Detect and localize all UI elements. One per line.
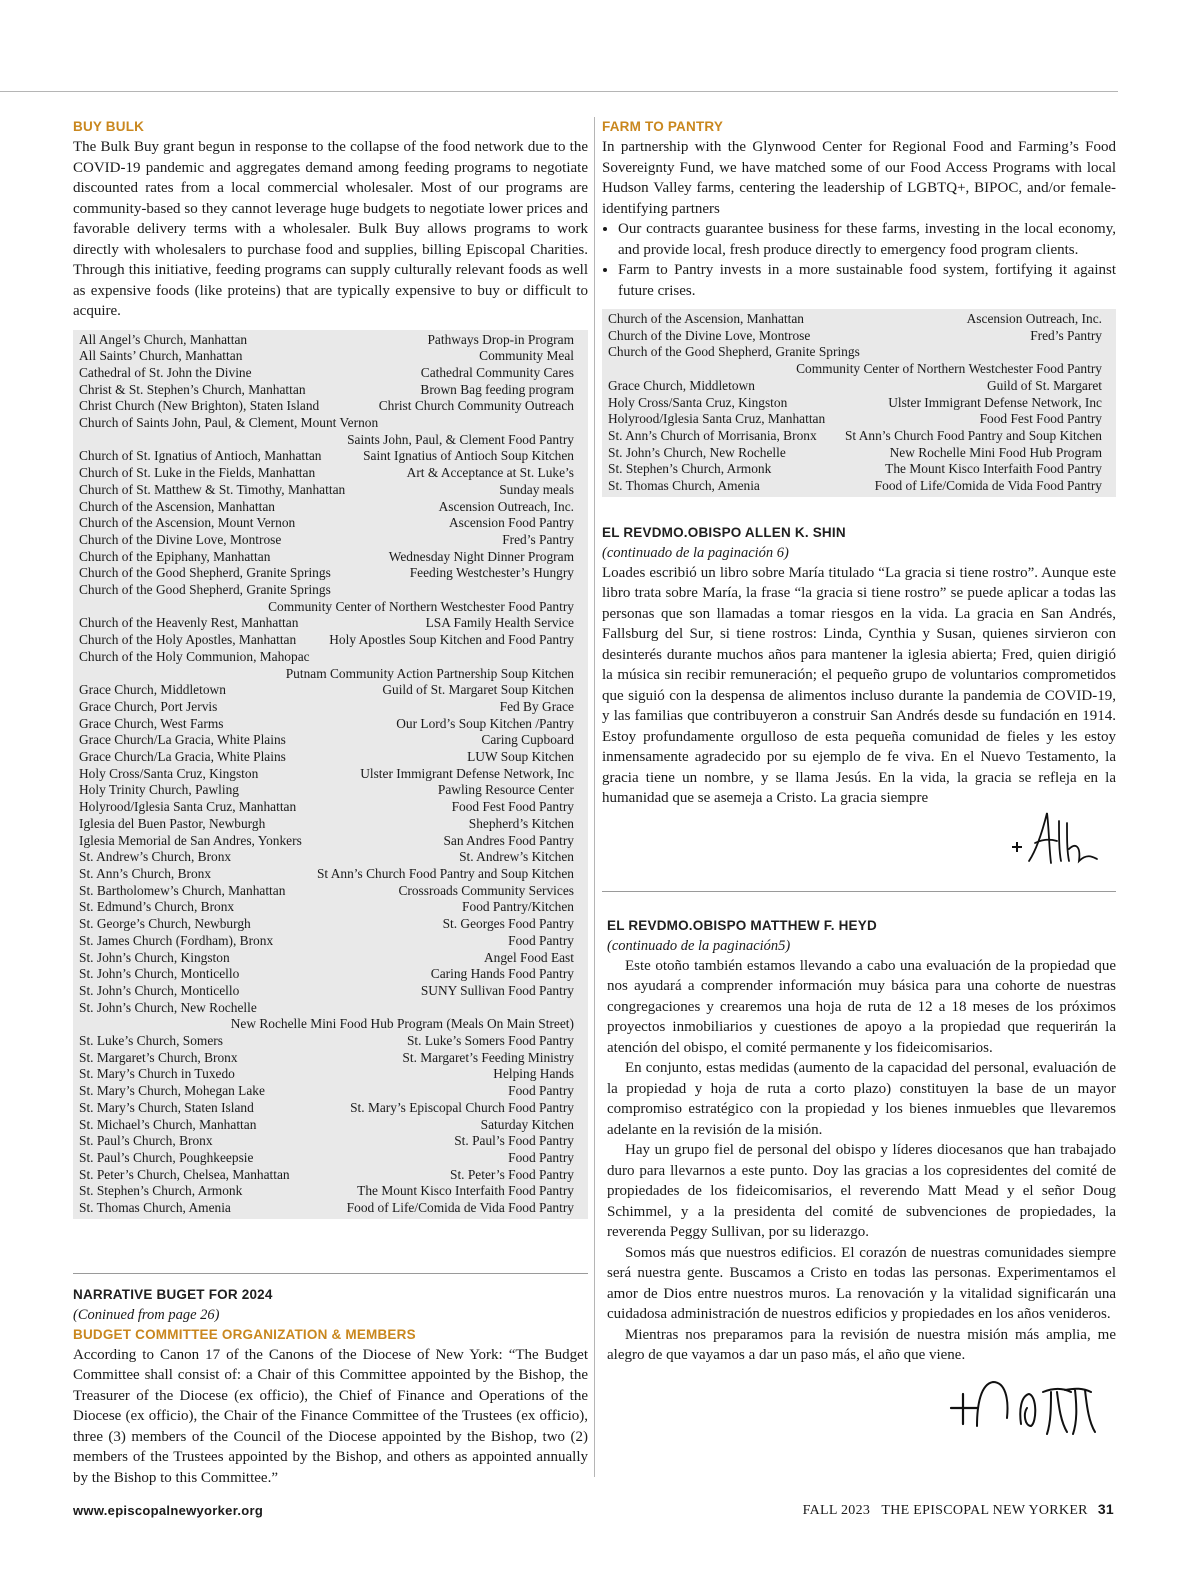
church-name: Grace Church, West Farms <box>79 715 224 731</box>
table-row <box>79 966 574 983</box>
program-name: The Mount Kisco Interfaith Food Pantry <box>885 461 1102 477</box>
church-name: Grace Church, Middletown <box>608 377 755 393</box>
program-name: New Rochelle Mini Food Hub Program (Meals On Main Street) <box>230 1016 574 1032</box>
church-name: St. Ann’s Church of Morrisania, Bronx <box>608 427 817 443</box>
farm-table <box>602 309 1116 497</box>
church-name: St. Mary’s Church in Tuxedo <box>79 1066 235 1082</box>
table-row <box>79 716 574 733</box>
footer-issue <box>803 1501 1114 1519</box>
program-name: Saints John, Paul, & Clement Food Pantry <box>347 431 574 447</box>
church-name: Iglesia Memorial de San Andres, Yonkers <box>79 832 302 848</box>
program-name: Caring Hands Food Pantry <box>430 966 574 982</box>
heyd-body <box>607 956 1116 1366</box>
program-name: Caring Cupboard <box>481 732 574 748</box>
heyd-heading: EL REVDMO.OBISPO MATTHEW F. HEYD <box>607 917 877 933</box>
table-row <box>79 1050 574 1067</box>
church-name: Cathedral of St. John the Divine <box>79 364 252 380</box>
farm-heading: FARM TO PANTRY <box>602 119 724 134</box>
church-name: Grace Church/La Gracia, White Plains <box>79 749 286 765</box>
church-name: Grace Church/La Gracia, White Plains <box>79 732 286 748</box>
program-name: Sunday meals <box>499 481 574 497</box>
table-row <box>79 816 574 833</box>
section-divider <box>73 1273 588 1274</box>
table-row <box>79 1083 574 1100</box>
table-row <box>79 1150 574 1167</box>
table-row <box>79 1066 574 1083</box>
narrative-continued: (Coninued from page 26) <box>73 1306 220 1323</box>
buy-bulk-table <box>73 330 588 1219</box>
shin-heading: EL REVDMO.OBISPO ALLEN K. SHIN <box>602 524 846 540</box>
heyd-signature <box>607 1366 1116 1446</box>
program-name: Food of Life/Comida de Vida Food Pantry <box>874 478 1102 494</box>
table-row-continued <box>79 1016 574 1033</box>
church-name: Church of St. Ignatius of Antioch, Manhattan <box>79 448 322 464</box>
table-row <box>79 482 574 499</box>
table-row <box>79 950 574 967</box>
program-name: Food Pantry <box>508 932 574 948</box>
program-name: St. Margaret’s Feeding Ministry <box>402 1049 574 1065</box>
shin-continued: (continuado de la paginación 6) <box>602 544 789 561</box>
table-row <box>608 328 1102 345</box>
church-name: Holyrood/Iglesia Santa Cruz, Manhattan <box>608 411 826 427</box>
table-row <box>79 448 574 465</box>
program-name: Guild of St. Margaret Soup Kitchen <box>382 682 574 698</box>
program-name: Saint Ignatius of Antioch Soup Kitchen <box>363 448 574 464</box>
church-name: Iglesia del Buen Pastor, Newburgh <box>79 815 266 831</box>
program-name: Ulster Immigrant Defense Network, Inc <box>360 765 574 781</box>
table-row <box>79 1167 574 1184</box>
program-name: Community Center of Northern Westchester Food Pantry <box>268 598 574 614</box>
program-name: Christ Church Community Outreach <box>378 398 574 414</box>
table-row <box>79 916 574 933</box>
church-name: Church of St. Luke in the Fields, Manhattan <box>79 465 316 481</box>
narrative-body: According to Canon 17 of the Canons of the Diocese of New York: “The Budget Committee shall consist of: a Chair of this Committee appointed by the Bishop, the Treasurer of the Diocese (ex officio), the Chief of Finance and Operations of the Diocese (ex officio), the Chair of the Finance Committee of the Trustees (ex officio), three (3) members of the Council of the Diocese appointed by the Bishop, two (2) members of the Trustees appointed by the Bishop, and others as appointed annually by the Bishop to this Committee.” <box>73 1346 588 1486</box>
program-name: Feeding Westchester’s Hungry <box>409 565 574 581</box>
table-row <box>79 699 574 716</box>
heyd-paragraph: Somos más que nuestros edificios. El corazón de nuestras comunidades siempre será nuestra gente. Buscamos a Cristo en todas las personas. Experimentamos el amor de Dios entre nuestros muros. La renovación y la vitalidad significarán una cuidadosa administración de nuestros edificios y propiedades en los años venideros. <box>607 1244 1116 1323</box>
program-name: St. Luke’s Somers Food Pantry <box>406 1033 574 1049</box>
program-name: Ascension Outreach, Inc. <box>438 498 574 514</box>
table-row <box>79 532 574 549</box>
program-name: LUW Soup Kitchen <box>467 749 574 765</box>
page-number: 31 <box>1097 1501 1114 1517</box>
allen-signature-image <box>1007 809 1117 871</box>
farm-section <box>602 117 1116 497</box>
heyd-paragraph: Hay un grupo fiel de personal del obispo y líderes diocesanos que han trabajado duro para llevarnos a este punto. Doy las gracias a los copresidentes del comité de propiedades de los fideicomisarios, el reverendo Matt Mead y el señor Doug Schimmel, y a la presidenta del comité de subvenciones de propiedades, la reverenda Peggy Sullivan, por su liderazgo. <box>607 1142 1116 1241</box>
heyd-paragraph: Mientras nos preparamos para la revisión de nuestra misión más amplia, me alegro de que vayamos a dar un paso más, el año que viene. <box>607 1326 1116 1364</box>
table-row <box>608 478 1102 495</box>
table-row <box>608 311 1102 328</box>
church-name: St. Mary’s Church, Staten Island <box>79 1099 254 1115</box>
narrative-section <box>73 1285 588 1489</box>
program-name: St Ann’s Church Food Pantry and Soup Kitchen <box>316 866 574 881</box>
program-name: The Mount Kisco Interfaith Food Pantry <box>357 1183 574 1199</box>
church-name: Church of the Ascension, Manhattan <box>79 498 275 514</box>
church-name: Grace Church, Middletown <box>79 682 226 698</box>
church-name: St. Edmund’s Church, Bronx <box>79 899 235 915</box>
table-row <box>79 833 574 850</box>
church-name: St. Ann’s Church, Bronx <box>79 866 212 881</box>
church-name: Church of the Epiphany, Manhattan <box>79 548 271 564</box>
program-name: Community Center of Northern Westchester Food Pantry <box>796 361 1102 377</box>
church-name: St. Stephen’s Church, Armonk <box>79 1183 243 1199</box>
table-row <box>79 933 574 950</box>
table-row <box>79 415 574 432</box>
church-name: Church of the Holy Apostles, Manhattan <box>79 632 297 648</box>
church-name: St. Mary’s Church, Mohegan Lake <box>79 1083 265 1099</box>
heyd-section <box>602 916 1116 1446</box>
program-name: Angel Food East <box>483 949 574 965</box>
heyd-continued: (continuado de la paginación5) <box>607 937 791 954</box>
table-row <box>79 799 574 816</box>
church-name: St. John’s Church, Monticello <box>79 966 240 982</box>
table-row <box>79 649 574 666</box>
church-name: St. John’s Church, New Rochelle <box>79 999 257 1015</box>
table-row <box>79 582 574 599</box>
heyd-paragraph: En conjunto, estas medidas (aumento de la capacidad del personal, evaluación de la propiedad y hoja de ruta a corto plazo) constituyen la base de un mayor compromiso estratégico con la propiedad y los bienes inmuebles que llevaremos adelante en la revisión de la misión. <box>607 1060 1116 1138</box>
program-name: Art & Acceptance at St. Luke’s <box>406 465 574 481</box>
table-row <box>608 428 1102 445</box>
matt-signature-image <box>947 1374 1107 1444</box>
footer-url[interactable]: www.episcopalnewyorker.org <box>73 1503 264 1518</box>
table-row <box>79 983 574 1000</box>
church-name: St. James Church (Fordham), Bronx <box>79 932 274 948</box>
shin-signature <box>602 809 1116 879</box>
program-name: Fed By Grace <box>499 698 574 714</box>
table-row <box>79 866 574 883</box>
table-row <box>608 395 1102 412</box>
top-rule <box>0 91 1118 92</box>
church-name: St. Thomas Church, Amenia <box>79 1200 231 1216</box>
program-name: Fred’s Pantry <box>502 531 574 547</box>
table-row <box>79 1117 574 1134</box>
program-name: St Ann’s Church Food Pantry and Soup Kitchen <box>844 427 1102 443</box>
church-name: Holy Cross/Santa Cruz, Kingston <box>608 394 788 410</box>
program-name: Wednesday Night Dinner Program <box>388 548 574 564</box>
program-name: St. Georges Food Pantry <box>442 916 574 932</box>
program-name: Holy Apostles Soup Kitchen and Food Pantry <box>329 632 574 648</box>
church-name: Grace Church, Port Jervis <box>79 698 218 714</box>
program-name: St. Andrew’s Kitchen <box>459 849 574 865</box>
right-column <box>602 117 1116 1446</box>
table-row <box>79 515 574 532</box>
program-name: Cathedral Community Cares <box>420 364 574 380</box>
table-row <box>79 382 574 399</box>
program-name: Ascension Food Pantry <box>449 515 574 531</box>
table-row <box>608 461 1102 478</box>
table-row <box>608 378 1102 395</box>
table-row <box>79 732 574 749</box>
column-divider <box>594 117 595 1477</box>
church-name: Church of St. Matthew & St. Timothy, Manhattan <box>79 481 346 497</box>
buy-bulk-body: The Bulk Buy grant begun in response to the collapse of the food network due to the COVID-19 pandemic and aggregates demand among feeding programs to negotiate discounted rates from a local commercial wholesaler. Most of our programs are community-based so they cannot leverage huge budgets to negotiate lower prices and favorable delivery terms with a wholesaler. Bulk Buy allows programs to work directly with wholesalers to purchase food and supplies, billing Episcopal Charities. Through this initiative, feeding programs can supply culturally relevant foods as well as expensive foods (like proteins) that are typically expensive to buy or difficult to acquire. <box>73 139 588 319</box>
church-name: Holyrood/Iglesia Santa Cruz, Manhattan <box>79 799 297 815</box>
church-name: St. Paul’s Church, Bronx <box>79 1133 213 1149</box>
church-name: All Saints’ Church, Manhattan <box>79 348 243 364</box>
table-row <box>79 565 574 582</box>
footer-issue-label: FALL 2023 THE EPISCOPAL NEW YORKER <box>802 1503 1088 1518</box>
program-name: Our Lord’s Soup Kitchen /Pantry <box>396 715 574 731</box>
table-row <box>79 465 574 482</box>
table-row <box>79 849 574 866</box>
table-row <box>608 445 1102 462</box>
program-name: Food Pantry/Kitchen <box>462 899 574 915</box>
program-name: St. Paul’s Food Pantry <box>454 1133 574 1149</box>
table-row-continued <box>79 432 574 449</box>
church-name: Church of Saints John, Paul, & Clement, Mount Vernon <box>79 415 379 431</box>
table-row <box>79 615 574 632</box>
program-name: Crossroads Community Services <box>398 882 574 898</box>
program-name: San Andres Food Pantry <box>443 832 574 848</box>
church-name: Church of the Divine Love, Montrose <box>79 531 282 547</box>
program-name: Pathways Drop-in Program <box>427 331 574 347</box>
church-name: Christ & St. Stephen’s Church, Manhattan <box>79 381 306 397</box>
program-name: Brown Bag feeding program <box>420 381 574 397</box>
church-name: Church of the Good Shepherd, Granite Springs <box>608 344 860 360</box>
table-row <box>79 1200 574 1217</box>
table-row <box>79 549 574 566</box>
program-name: St. Peter’s Food Pantry <box>450 1166 574 1182</box>
church-name: St. Luke’s Church, Somers <box>79 1033 223 1049</box>
table-row <box>79 766 574 783</box>
church-name: St. John’s Church, Kingston <box>79 949 230 965</box>
program-name: New Rochelle Mini Food Hub Program <box>889 444 1102 460</box>
buy-bulk-heading: BUY BULK <box>73 119 145 134</box>
table-row <box>79 1100 574 1117</box>
farm-bullet-item: • Farm to Pantry invests in a more sustainable food system, fortifying it against future crises. <box>618 260 1116 301</box>
church-name: Church of the Ascension, Mount Vernon <box>79 515 296 531</box>
church-name: St. John’s Church, Monticello <box>79 982 240 998</box>
program-name: Ulster Immigrant Defense Network, Inc <box>888 394 1102 410</box>
table-row <box>79 632 574 649</box>
program-name: Food Pantry <box>508 1083 574 1099</box>
church-name: All Angel’s Church, Manhattan <box>79 331 248 347</box>
buy-bulk-section <box>73 117 588 1219</box>
church-name: Christ Church (New Brighton), Staten Island <box>79 398 320 414</box>
program-name: LSA Family Health Service <box>425 615 574 631</box>
program-name: Food Fest Food Pantry <box>451 799 574 815</box>
table-row <box>79 682 574 699</box>
table-row <box>79 365 574 382</box>
table-row-continued <box>79 666 574 683</box>
program-name: St. Mary’s Episcopal Church Food Pantry <box>350 1099 574 1115</box>
church-name: St. Michael’s Church, Manhattan <box>79 1116 257 1132</box>
table-row <box>79 348 574 365</box>
table-row <box>79 749 574 766</box>
program-name: Shepherd’s Kitchen <box>468 815 574 831</box>
table-row <box>79 1183 574 1200</box>
church-name: Church of the Holy Communion, Mahopac <box>79 648 310 664</box>
church-name: St. Stephen’s Church, Armonk <box>608 461 772 477</box>
church-name: St. John’s Church, New Rochelle <box>608 444 786 460</box>
church-name: St. George’s Church, Newburgh <box>79 916 251 932</box>
table-row-continued <box>608 361 1102 378</box>
program-name: Ascension Outreach, Inc. <box>966 311 1102 326</box>
church-name: St. Bartholomew’s Church, Manhattan <box>79 882 286 898</box>
church-name: St. Paul’s Church, Poughkeepsie <box>79 1149 254 1165</box>
narrative-heading: NARRATIVE BUGET FOR 2024 <box>73 1286 273 1302</box>
program-name: Food Pantry <box>508 1149 574 1165</box>
table-row <box>79 782 574 799</box>
table-row <box>608 411 1102 428</box>
section-divider-right <box>602 891 1116 892</box>
farm-body: In partnership with the Glynwood Center for Regional Food and Farming’s Food Sovereignty Fund, we have matched some of our Food Access Programs with local Hudson Valley farms, centering the leadership of LGBTQ+, BIPOC, and/or female-identifying partners <box>602 139 1116 217</box>
church-name: St. Peter’s Church, Chelsea, Manhattan <box>79 1166 290 1182</box>
table-row <box>79 883 574 900</box>
program-name: Saturday Kitchen <box>480 1116 574 1132</box>
table-row <box>79 1000 574 1017</box>
farm-bullet-item: • Our contracts guarantee business for these farms, investing in the local economy, and provide local, fresh produce directly to emergency food program clients. <box>618 219 1116 260</box>
church-name: St. Thomas Church, Amenia <box>608 478 760 494</box>
church-name: Church of the Ascension, Manhattan <box>608 311 804 326</box>
church-name: Holy Cross/Santa Cruz, Kingston <box>79 765 259 781</box>
program-name: SUNY Sullivan Food Pantry <box>420 982 574 998</box>
church-name: Church of the Divine Love, Montrose <box>608 327 811 343</box>
program-name: Helping Hands <box>493 1066 574 1082</box>
farm-bullets <box>602 219 1116 301</box>
table-row <box>608 344 1102 361</box>
left-column <box>73 117 588 1488</box>
heyd-paragraph: Este otoño también estamos llevando a cabo una evaluación de la propiedad que nos ayudará a comprender información muy básica para una cohorte de nuestras congregaciones y crearemos una hoja de ruta de 12 a 18 meses de los próximos proyectos inmobiliarios y cuestiones de apoyo a la propiedad que requerirán la atención del obispo, el comité permanente y los fideicomisarios. <box>607 957 1116 1056</box>
program-name: Guild of St. Margaret <box>986 377 1102 393</box>
table-row <box>79 1133 574 1150</box>
program-name: Fred’s Pantry <box>1030 327 1102 343</box>
church-name: Church of the Heavenly Rest, Manhattan <box>79 615 299 631</box>
program-name: Food Fest Food Pantry <box>979 411 1102 427</box>
church-name: Holy Trinity Church, Pawling <box>79 782 239 798</box>
shin-section <box>602 523 1116 879</box>
church-name: Church of the Good Shepherd, Granite Springs <box>79 565 331 581</box>
program-name: Community Meal <box>479 348 574 364</box>
church-name: St. Margaret’s Church, Bronx <box>79 1049 238 1065</box>
program-name: Food of Life/Comida de Vida Food Pantry <box>346 1200 574 1216</box>
program-name: Pawling Resource Center <box>437 782 574 798</box>
budget-committee-subheading: BUDGET COMMITTEE ORGANIZATION & MEMBERS <box>73 1326 416 1342</box>
table-row <box>79 1033 574 1050</box>
table-row-continued <box>79 599 574 616</box>
church-name: Church of the Good Shepherd, Granite Springs <box>79 582 331 598</box>
church-name: St. Andrew’s Church, Bronx <box>79 849 232 865</box>
table-row <box>79 332 574 349</box>
table-row <box>79 398 574 415</box>
table-row <box>79 899 574 916</box>
program-name: Putnam Community Action Partnership Soup Kitchen <box>285 665 574 681</box>
shin-body: Loades escribió un libro sobre María titulado “La gracia si tiene rostro”. Aunque este libro trata sobre María, la frase “la gracia si tiene rostro” se puede aplicar a todas las personas que son llamadas a tomar riesgos en la vida. La gracia en San Andrés, Fallsburg del Sur, si tiene rostros: Linda, Cynthia y Susan, quienes sirvieron con desinterés durante muchos años para mantener la iglesia abierta; Fred, quien dirigió la música sin recibir remuneración; el pequeño grupo de voluntarios comprometidos que siguió con la despensa de alimentos incluso durante la pandemia de COVID-19, y las familias que contribuyeron a construir San Andrés desde su fundación en 1914. Estoy profundamente orgulloso de esta pequeña comunidad de fieles y les estoy inmensamente agradecido por su ejemplo de fe viva. En el Nuevo Testamento, la gracia tiene un nombre, y se llama Jesús. En la vida, la gracia se refleja en la humanidad que se asemeja a Cristo. La gracia siempre <box>602 564 1116 807</box>
table-row <box>79 499 574 516</box>
